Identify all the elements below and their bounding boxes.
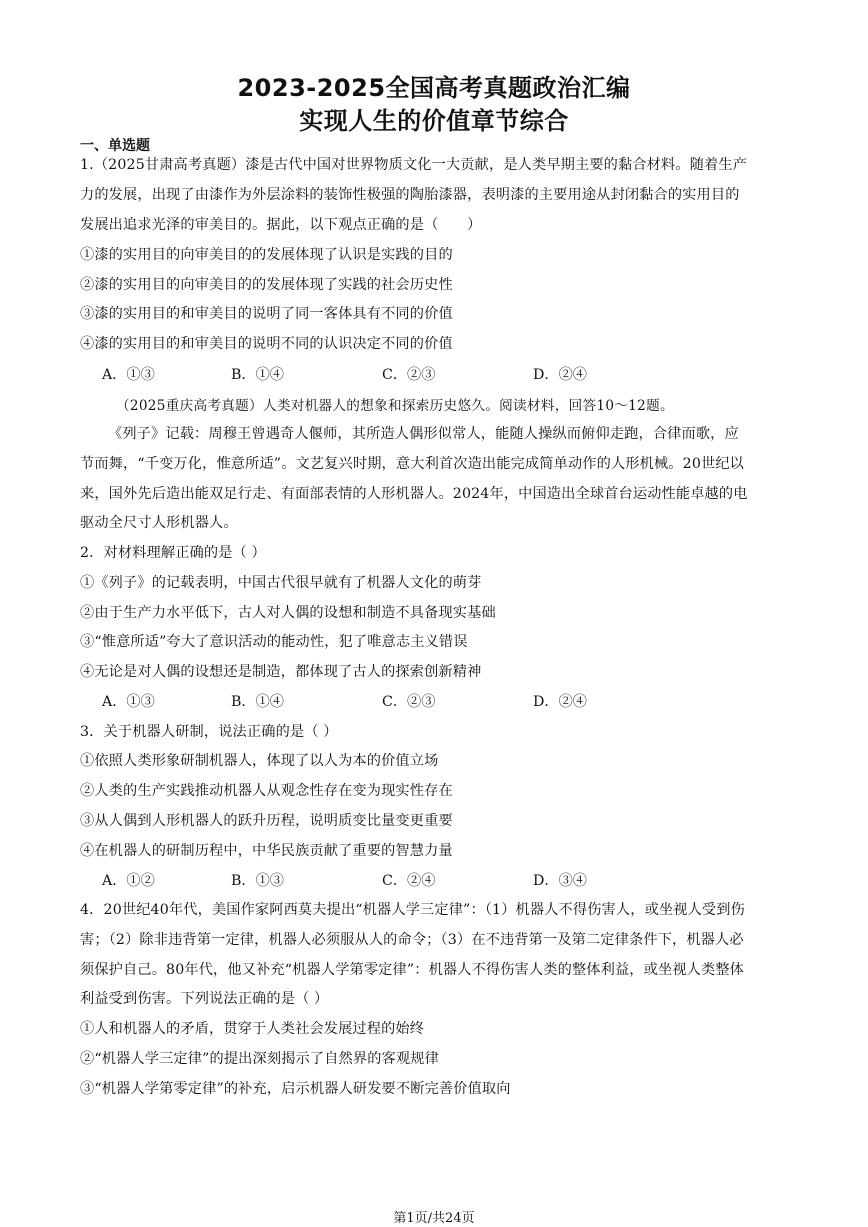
q3-item: ④在机器人的研制历程中，中华民族贡献了重要的智慧力量: [80, 843, 453, 859]
material-line: 《列子》记载：周穆王曾遇奇人偃师，其所造人偶形似常人，能随人操纵而俯仰走跑，合律而歌，应: [108, 426, 739, 442]
q1-option-c: C．②③: [382, 367, 436, 383]
q4-item: ③“机器人学第零定律”的补充，启示机器人研发要不断完善价值取向: [80, 1081, 511, 1097]
q2-option-c: C．②③: [382, 694, 436, 710]
material-line: 来，国外先后造出能双足行走、有面部表情的人形机器人。2024年，中国造出全球首台运动性能卓越的电: [80, 486, 748, 502]
q2-item: ②由于生产力水平低下，古人对人偶的设想和制造不具备现实基础: [80, 605, 496, 621]
q3-option-d: D．③④: [533, 873, 587, 889]
section-heading: 一、单选题: [80, 138, 150, 154]
material-line: 驱动全尺寸人形机器人。: [80, 515, 238, 531]
q2-option-a: A．①③: [102, 694, 155, 710]
page-title: 2023-2025全国高考真题政治汇编: [237, 74, 631, 102]
q1-stem-line: 1.（2025甘肃高考真题）漆是古代中国对世界物质文化一大贡献，是人类早期主要的黏合材料。随着生产: [80, 157, 748, 173]
q2-item: ③“惟意所适”夸大了意识活动的能动性，犯了唯意志主义错误: [80, 634, 468, 650]
q1-option-d: D．②④: [533, 367, 587, 383]
q4-item: ①人和机器人的矛盾，贯穿于人类社会发展过程的始终: [80, 1021, 425, 1037]
q1-option-b: B．①④: [231, 367, 284, 383]
q1-item: ②漆的实用目的向审美目的的发展体现了实践的社会历史性: [80, 277, 453, 293]
q1-item: ④漆的实用目的和审美目的说明不同的认识决定不同的价值: [80, 336, 453, 352]
q3-item: ②人类的生产实践推动机器人从观念性存在变为现实性存在: [80, 783, 453, 799]
page-footer: 第1页/共24页: [393, 1211, 475, 1226]
q2-item: ④无论是对人偶的设想还是制造，都体现了古人的探索创新精神: [80, 664, 482, 680]
q2-option-d: D．②④: [533, 694, 587, 710]
q1-stem-line: 力的发展，出现了由漆作为外层涂料的装饰性极强的陶胎漆器，表明漆的主要用途从封闭黏合的实用目的: [80, 187, 740, 203]
q4-stem-line: 害；（2）除非违背第一定律，机器人必须服从人的命令；（3）在不违背第一及第二定律条件下，机器人必: [80, 932, 744, 948]
q2-option-b: B．①④: [231, 694, 284, 710]
material-intro: （2025重庆高考真题）人类对机器人的想象和探索历史悠久。阅读材料，回答10～12题。: [116, 398, 674, 414]
q1-option-a: A．①③: [102, 367, 155, 383]
q2-stem: 2．对材料理解正确的是（ ）: [80, 545, 266, 561]
q1-item: ①漆的实用目的向审美目的的发展体现了认识是实践的目的: [80, 247, 453, 263]
page-subtitle: 实现人生的价值章节综合: [299, 107, 569, 135]
q3-stem: 3．关于机器人研制，说法正确的是（ ）: [80, 724, 338, 740]
q1-item: ③漆的实用目的和审美目的说明了同一客体具有不同的价值: [80, 306, 453, 322]
q3-item: ③从人偶到人形机器人的跃升历程，说明质变比量变更重要: [80, 813, 453, 829]
q4-stem-line: 4．20世纪40年代，美国作家阿西莫夫提出“机器人学三定律”：（1）机器人不得伤害人，或坐视人受到伤: [80, 902, 745, 918]
q4-item: ②“机器人学三定律”的提出深刻揭示了自然界的客观规律: [80, 1051, 439, 1067]
q3-option-a: A．①②: [102, 873, 155, 889]
q3-item: ①依照人类形象研制机器人，体现了以人为本的价值立场: [80, 753, 439, 769]
q4-stem-line: 利益受到伤害。下列说法正确的是（ ）: [80, 991, 329, 1007]
q3-option-c: C．②④: [382, 873, 436, 889]
material-line: 节而舞，“千变万化，惟意所适”。文艺复兴时期，意大利首次造出能完成简单动作的人形机械。20世纪以: [80, 456, 745, 472]
q4-stem-line: 须保护自己。80年代，他又补充“机器人学第零定律”：机器人不得伤害人类的整体利益，或坐视人类整体: [80, 962, 745, 978]
q1-stem-line: 发展出追求光泽的审美目的。据此，以下观点正确的是（ ）: [80, 217, 482, 233]
q2-item: ①《列子》的记载表明，中国古代很早就有了机器人文化的萌芽: [80, 575, 482, 591]
q3-option-b: B．①③: [231, 873, 284, 889]
